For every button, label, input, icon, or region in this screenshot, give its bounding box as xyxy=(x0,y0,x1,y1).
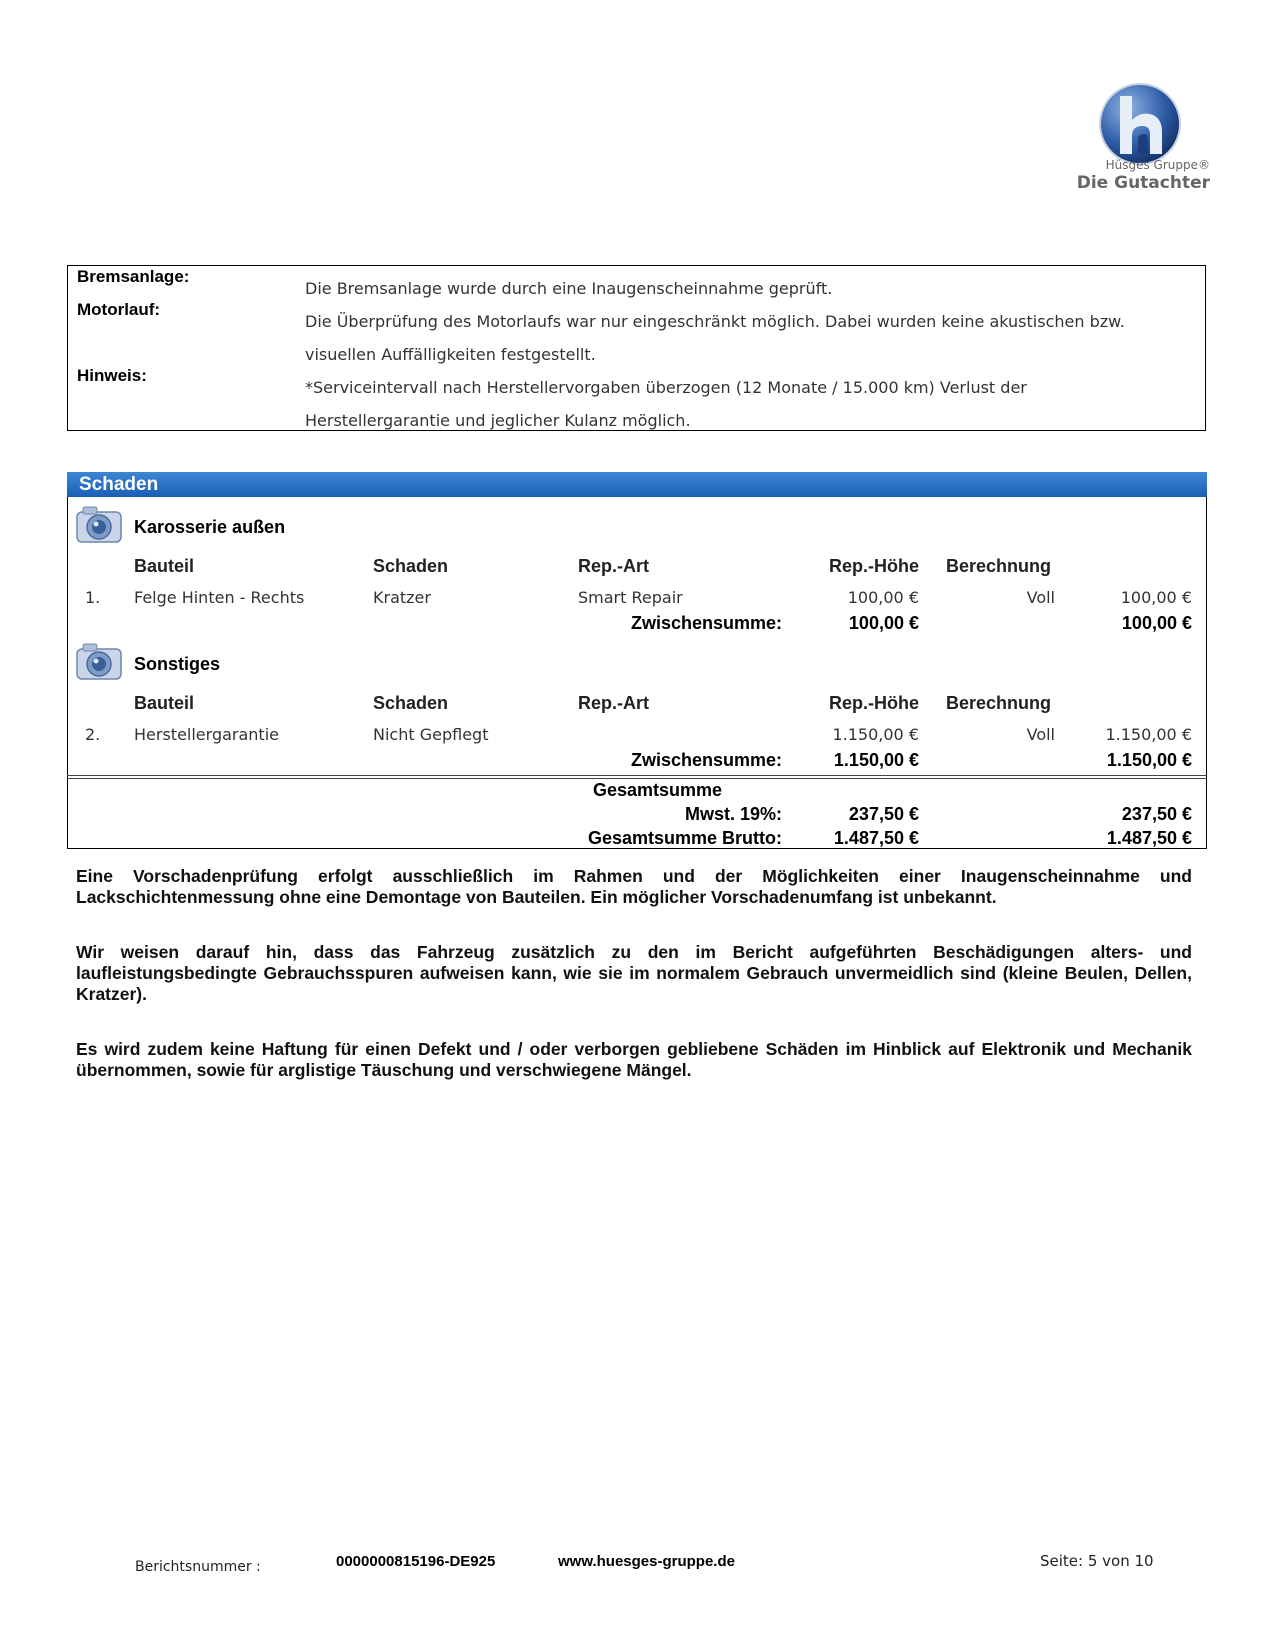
brutto-label: Gesamtsumme Brutto: xyxy=(587,828,782,848)
subtotal-label: Zwischensumme: xyxy=(630,613,782,633)
info-label-hinweis: Hinweis: xyxy=(77,366,147,385)
schaden-section-header: Schaden xyxy=(67,472,1207,497)
column-header-rep-hoehe: Rep.-Höhe xyxy=(829,556,919,576)
row-berechnung: Voll xyxy=(1026,725,1055,744)
mwst-betrag: 237,50 € xyxy=(1121,804,1192,824)
row-number: 2. xyxy=(85,725,101,744)
info-text-hinweis: *Serviceintervall nach Herstellervorgaben überzogen (12 Monate / 15.000 km) Verlust der Herstellergarantie und jeglicher Kulanz möglich. xyxy=(305,378,1027,430)
row-berechnung: Voll xyxy=(1026,588,1055,607)
subtotal-label: Zwischensumme: xyxy=(630,750,782,770)
info-label-bremsanlage: Bremsanlage: xyxy=(77,267,190,286)
totals-divider xyxy=(67,775,1207,779)
company-logo xyxy=(1062,58,1210,216)
column-header-rep-hoehe: Rep.-Höhe xyxy=(829,693,919,713)
mwst-rep-hoehe: 237,50 € xyxy=(848,804,919,824)
mwst-label: Mwst. 19%: xyxy=(684,804,782,824)
camera-icon[interactable] xyxy=(75,503,123,545)
info-text-motorlauf: Die Überprüfung des Motorlaufs war nur eingeschränkt möglich. Dabei wurden keine akustischen bzw. visuellen Auffälligkeiten festgestellt. xyxy=(305,312,1125,364)
disclaimer-paragraph: Wir weisen darauf hin, dass das Fahrzeug zusätzlich zu den im Bericht aufgeführten Beschädigungen alters- und laufleistungsbedingte Gebrauchsspuren aufweisen kann, wie sie im normalem Gebrauch unvermeidlich sind (kleine Beulen, Dellen, Kratzer). xyxy=(76,942,1192,1004)
row-schaden: Nicht Gepflegt xyxy=(373,725,489,744)
row-number: 1. xyxy=(85,588,101,607)
column-header-schaden: Schaden xyxy=(373,693,449,713)
info-label-motorlauf: Motorlauf: xyxy=(77,300,161,319)
subtotal-betrag: 100,00 € xyxy=(1121,613,1192,633)
footer-website-link[interactable]: www.huesges-gruppe.de xyxy=(558,1553,735,1570)
footer-report-number: 0000000815196-DE925 xyxy=(336,1553,496,1570)
row-bauteil: Felge Hinten - Rechts xyxy=(134,588,305,607)
inspection-info-box xyxy=(67,265,1206,431)
column-header-berechnung: Berechnung xyxy=(946,693,1052,713)
subtotal-rep-hoehe: 100,00 € xyxy=(848,613,919,633)
column-header-bauteil: Bauteil xyxy=(134,556,195,576)
camera-icon[interactable] xyxy=(75,640,123,682)
footer-page-number: Seite: 5 von 10 xyxy=(1040,1552,1154,1570)
subtotal-rep-hoehe: 1.150,00 € xyxy=(833,750,919,770)
logo-emblem-icon xyxy=(1098,82,1182,166)
column-header-bauteil: Bauteil xyxy=(134,693,195,713)
gesamtsumme-label: Gesamtsumme xyxy=(592,780,722,800)
row-bauteil: Herstellergarantie xyxy=(134,725,279,744)
disclaimer-paragraph: Es wird zudem keine Haftung für einen Defekt und / oder verborgen gebliebene Schäden im Hinblick auf Elektronik und Mechanik übernommen, sowie für arglistige Täuschung und verschwiegene Mängel. xyxy=(76,1039,1192,1080)
brutto-betrag: 1.487,50 € xyxy=(1106,828,1192,848)
disclaimer-paragraph: Eine Vorschadenprüfung erfolgt ausschließlich im Rahmen und der Möglichkeiten einer Inaugenscheinnahme und Lackschichtenmessung ohne eine Demontage von Bauteilen. Ein möglicher Vorschadenumfang ist unbekannt. xyxy=(76,866,1192,907)
row-rep-hoehe: 1.150,00 € xyxy=(832,725,919,744)
row-betrag: 100,00 € xyxy=(1120,588,1192,607)
column-header-schaden: Schaden xyxy=(373,556,449,576)
row-schaden: Kratzer xyxy=(373,588,431,607)
info-text-bremsanlage: Die Bremsanlage wurde durch eine Inaugenscheinnahme geprüft. xyxy=(305,279,833,298)
logo-name: Die Gutachter xyxy=(1076,173,1210,193)
row-betrag: 1.150,00 € xyxy=(1105,725,1192,744)
logo-subtitle: Hüsges Gruppe® xyxy=(1105,158,1210,172)
brutto-rep-hoehe: 1.487,50 € xyxy=(833,828,919,848)
column-header-rep-art: Rep.-Art xyxy=(578,556,649,576)
column-header-berechnung: Berechnung xyxy=(946,556,1052,576)
column-header-rep-art: Rep.-Art xyxy=(578,693,649,713)
subtotal-betrag: 1.150,00 € xyxy=(1106,750,1192,770)
group-title-sonstiges: Sonstiges xyxy=(134,654,221,674)
row-rep-art: Smart Repair xyxy=(578,588,683,607)
footer-report-label: Berichtsnummer : xyxy=(135,1559,261,1575)
row-rep-hoehe: 100,00 € xyxy=(847,588,919,607)
group-title-karosserie: Karosserie außen xyxy=(134,517,286,537)
